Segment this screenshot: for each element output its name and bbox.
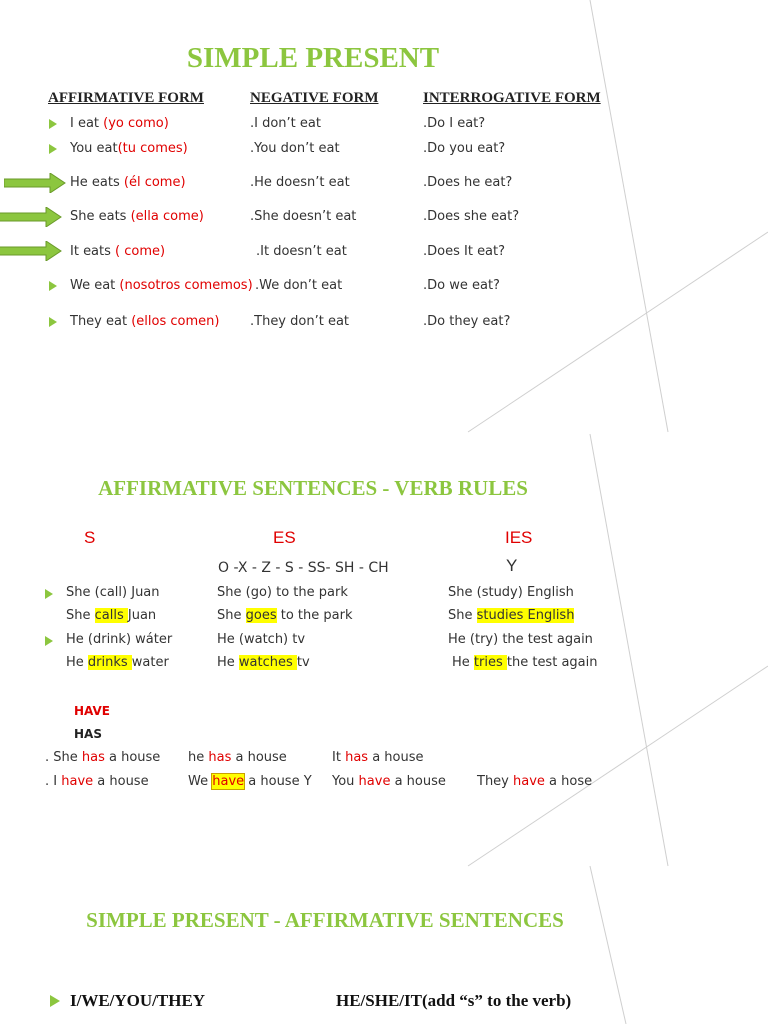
green-arrow-icon [0,241,62,261]
bullet-icon [49,119,57,129]
ies-rule-letter: Y [506,556,518,575]
neg-cell: .He doesn’t eat [250,175,350,190]
has-example: . She has a house [45,750,161,765]
es-example: She (go) to the park [217,585,348,600]
s-example: She (call) Juan [66,585,160,600]
neg-cell: .It doesn’t eat [256,244,347,259]
int-cell: .Do you eat? [423,141,506,156]
bullet-icon [45,636,53,646]
header-interrogative: INTERROGATIVE FORM [423,90,601,106]
bullet-icon [45,589,53,599]
rule-es-heading: ES [273,528,296,547]
aff-cell: I eat (yo como) [70,116,169,131]
ies-example: She (study) English [448,585,574,600]
es-rule-letters: O -X - Z - S - SS- SH - CH [218,560,389,576]
section1-title: SIMPLE PRESENT [186,42,440,74]
neg-cell: .We don’t eat [255,278,343,293]
neg-cell: .You don’t eat [250,141,340,156]
has-label: HAS [74,727,102,741]
has-example: he has a house [188,750,287,765]
have-example: You have a house [332,774,446,789]
int-cell: .Does It eat? [423,244,506,259]
header-negative: NEGATIVE FORM [250,90,379,106]
bullet-icon [49,317,57,327]
green-arrow-icon [0,207,62,227]
aff-cell: He eats (él come) [70,175,186,190]
green-arrow-icon [4,173,66,193]
aff-cell: We eat (nosotros comemos) [70,278,253,293]
section2-title: AFFIRMATIVE SENTENCES - VERB RULES [98,476,528,500]
aff-cell: It eats ( come) [70,244,166,259]
es-example: She goes to the park [217,608,353,623]
have-example: They have a hose [477,774,593,789]
header-affirmative: AFFIRMATIVE FORM [48,90,204,106]
rule-ies-heading: IES [505,528,533,547]
s-example: He (drink) wáter [66,632,173,647]
es-example: He (watch) tv [217,632,306,647]
have-example: . I have a house [45,774,149,789]
plural-subjects-label: I/WE/YOU/THEY [70,991,206,1010]
ies-example: She studies English [448,608,575,623]
ies-example: He tries the test again [452,655,598,670]
bullet-icon [49,281,57,291]
has-example: It has a house [332,750,424,765]
es-example: He watches tv [217,655,310,670]
aff-cell: She eats (ella come) [70,209,204,224]
singular-subjects-label: HE/SHE/IT(add “s” to the verb) [336,991,572,1010]
neg-cell: .They don’t eat [250,314,350,329]
int-cell: .Do we eat? [423,278,500,293]
s-example: She calls Juan [66,608,157,623]
have-example: We have a house Y [188,774,312,789]
aff-cell: They eat (ellos comen) [70,314,220,329]
have-label: HAVE [74,704,110,718]
rule-s-heading: S [84,528,96,547]
neg-cell: .She doesn’t eat [250,209,357,224]
bullet-icon [50,995,60,1007]
s-example: He drinks water [66,655,169,670]
int-cell: .Do they eat? [423,314,511,329]
bullet-icon [49,144,57,154]
int-cell: .Do I eat? [423,116,486,131]
section3-title: SIMPLE PRESENT - AFFIRMATIVE SENTENCES [86,908,564,932]
int-cell: .Does he eat? [423,175,513,190]
int-cell: .Does she eat? [423,209,520,224]
neg-cell: .I don’t eat [250,116,321,131]
ies-example: He (try) the test again [448,632,593,647]
aff-cell: You eat(tu comes) [70,141,188,156]
